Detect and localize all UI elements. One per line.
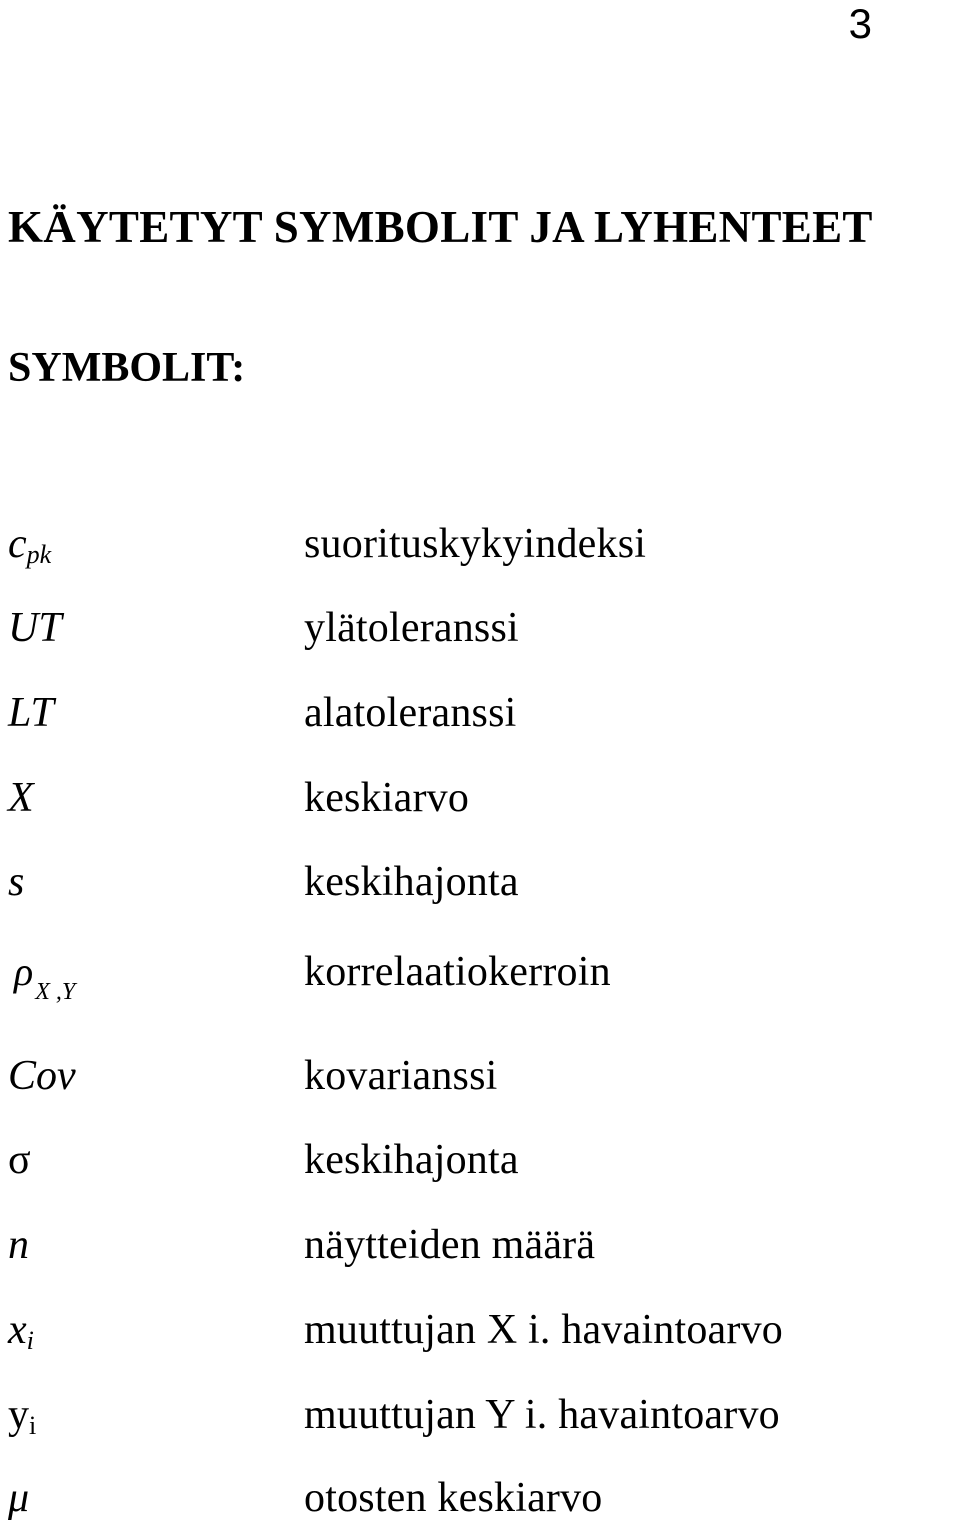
symbol-definition: otosten keskiarvo (304, 1475, 603, 1521)
symbol-row (0, 852, 960, 912)
symbol (8, 1306, 34, 1354)
symbol-row (0, 514, 960, 574)
symbol-base: y (8, 1392, 29, 1438)
symbol (8, 1052, 76, 1100)
symbol (8, 1136, 31, 1184)
symbol-row (0, 1468, 960, 1528)
symbol-row (0, 1215, 960, 1275)
symbol-base: UT (8, 605, 62, 651)
symbol-row (0, 598, 960, 658)
symbol-row (0, 1300, 960, 1360)
symbol-row (0, 942, 960, 1005)
symbol-row (0, 1130, 960, 1190)
symbol-definition: keskiarvo (304, 775, 470, 821)
symbol-subscript: X ,Y (35, 979, 76, 1005)
symbol-base: n (8, 1222, 29, 1268)
symbol (8, 948, 76, 1005)
symbol-definition: muuttujan Y i. havaintoarvo (304, 1392, 780, 1438)
symbol-base: ρ (14, 949, 34, 994)
symbol-base: x (8, 1307, 27, 1353)
symbol-definition: kovarianssi (304, 1053, 498, 1099)
symbol-row (0, 683, 960, 743)
symbol (8, 858, 24, 906)
symbol-row (0, 1046, 960, 1106)
symbol-base: μ (8, 1475, 30, 1521)
symbol (8, 689, 54, 737)
page-number: 3 (848, 0, 872, 47)
symbol (8, 774, 34, 822)
symbol-base: Cov (8, 1053, 76, 1099)
symbol-definition: muuttujan X i. havaintoarvo (304, 1307, 783, 1353)
symbol (8, 604, 62, 652)
symbol-definition: ylätoleranssi (304, 605, 519, 651)
symbol-definition: suorituskykyindeksi (304, 521, 647, 567)
symbol-definition: näytteiden määrä (304, 1222, 596, 1268)
symbol-base: X (8, 775, 34, 821)
page-title: KÄYTETYT SYMBOLIT JA LYHENTEET (8, 202, 873, 252)
symbol (8, 1391, 36, 1439)
symbol-base: s (8, 859, 25, 905)
symbol-subscript: i (26, 1326, 34, 1355)
symbol-subscript: pk (26, 540, 52, 569)
symbol (8, 1221, 29, 1269)
symbol-base: σ (8, 1137, 31, 1183)
symbol-base: c (8, 521, 27, 567)
symbol-definition: korrelaatiokerroin (304, 949, 611, 995)
symbol (8, 1474, 29, 1522)
section-heading-symbols: SYMBOLIT: (8, 345, 246, 391)
symbol-definition: alatoleranssi (304, 690, 517, 736)
symbol-row (0, 768, 960, 828)
symbol-base: LT (8, 690, 54, 736)
symbol-definition: keskihajonta (304, 1137, 519, 1183)
symbol-subscript: i (29, 1411, 37, 1440)
symbol-definition: keskihajonta (304, 859, 519, 905)
symbol-row (0, 1385, 960, 1445)
symbol (8, 520, 51, 568)
